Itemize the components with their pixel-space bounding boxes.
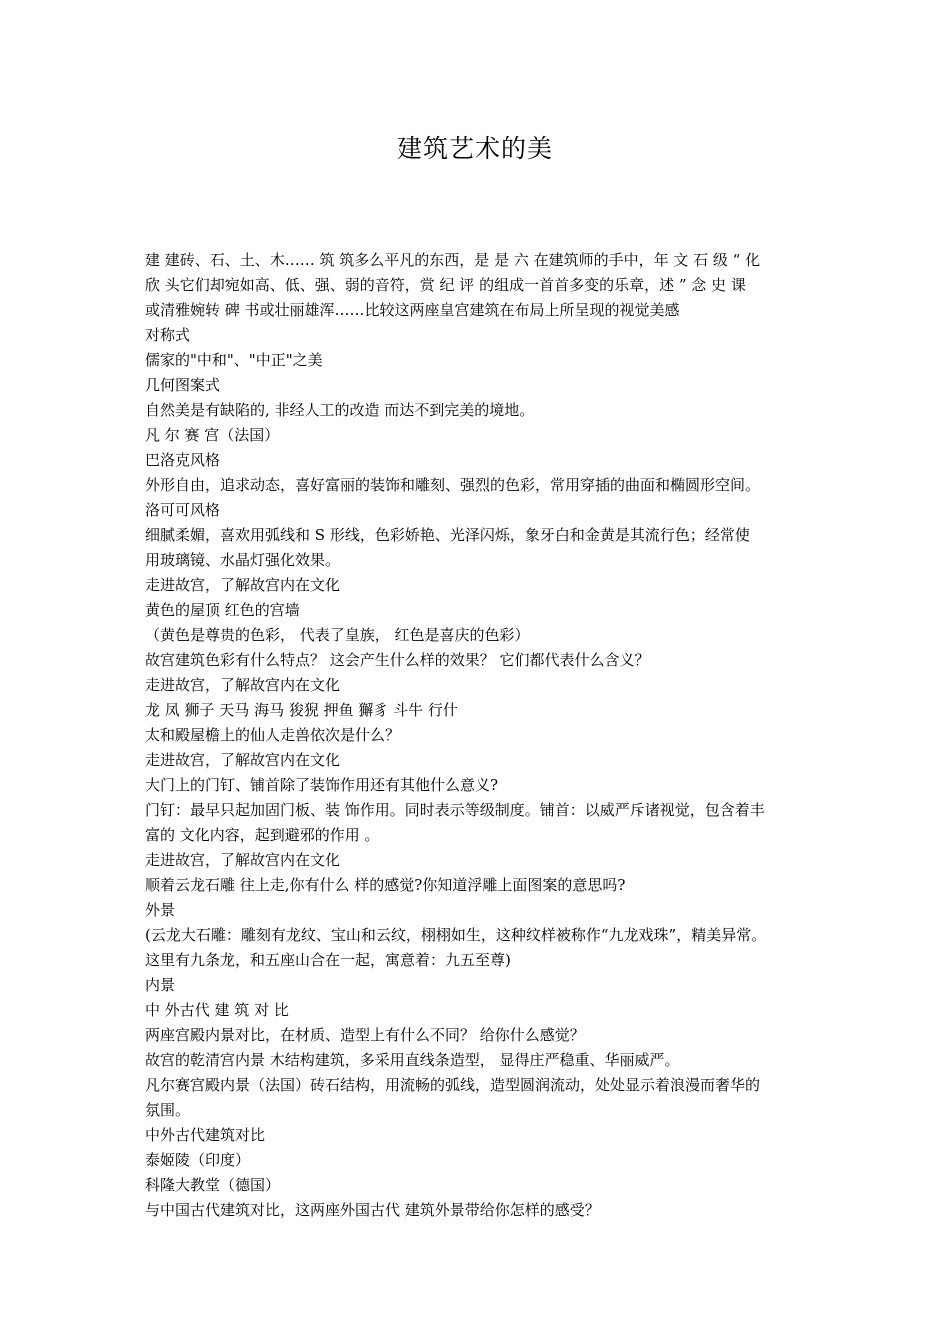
heading-line: 走进故宫，了解故宫内在文化 bbox=[145, 851, 341, 869]
text-line: 泰姬陵（印度） bbox=[145, 1151, 251, 1169]
text-line: 用玻璃镜、水晶灯强化效果。 bbox=[145, 551, 341, 569]
text-line: 儒家的"中和"、"中正"之美 bbox=[145, 351, 323, 369]
question-line: 太和殿屋檐上的仙人走兽依次是什么？ bbox=[145, 726, 401, 744]
text-line: 凡 尔 赛 宫（法国） bbox=[145, 426, 280, 444]
heading-line: 中 外古代 建 筑 对 比 bbox=[145, 1001, 289, 1019]
question-line: 大门上的门钉、铺首除了装饰作用还有其他什么意义? bbox=[145, 776, 499, 794]
text-line: 黄色的屋顶 红色的宫墙 bbox=[145, 601, 300, 619]
question-line: 两座宫殿内景对比，在材质、造型上有什么不同？ 给你什么感觉？ bbox=[145, 1026, 585, 1044]
heading-line: 走进故宫，了解故宫内在文化 bbox=[145, 751, 341, 769]
text-line: 建 建砖、石、土、木…… 筑 筑多么平凡的东西，是 是 六 在建筑师的手中，年 文 石 级 “ 化 bbox=[145, 251, 761, 269]
heading-line: 外景 bbox=[145, 901, 176, 919]
text-line: 科隆大教堂（德国） bbox=[145, 1176, 281, 1194]
text-line: 龙 凤 狮子 天马 海马 狻猊 押鱼 獬豸 斗牛 行什 bbox=[145, 701, 458, 719]
text-line: 欣 头它们却宛如高、低、强、弱的音符，赏 纪 评 的组成一首首多变的乐章，述 ” 念 史 课 bbox=[145, 276, 746, 294]
text-line: 故宫的乾清宫内景 木结构建筑，多采用直线条造型， 显得庄严稳重、华丽威严。 bbox=[145, 1051, 680, 1069]
text-line: 氛围。 bbox=[145, 1101, 191, 1119]
text-line: 细腻柔媚，喜欢用弧线和 S 形线，色彩娇艳、光泽闪烁，象牙白和金黄是其流行色；经常使 bbox=[145, 526, 750, 544]
heading-line: 几何图案式 bbox=[145, 376, 221, 394]
heading-line: 洛可可风格 bbox=[145, 501, 221, 519]
text-line: 自然美是有缺陷的, 非经人工的改造 而达不到完美的境地。 bbox=[145, 401, 535, 419]
question-line: 故宫建筑色彩有什么特点？ 这会产生什么样的效果？ 它们都代表什么含义？ bbox=[145, 651, 650, 669]
text-line: (云龙大石雕：雕刻有龙纹、宝山和云纹，栩栩如生，这种纹样被称作“九龙戏珠”，精美异常。 bbox=[145, 926, 767, 944]
heading-line: 走进故宫，了解故宫内在文化 bbox=[145, 676, 341, 694]
heading-line: 走进故宫，了解故宫内在文化 bbox=[145, 576, 341, 594]
text-line: 富的 文化内容，起到避邪的作用 。 bbox=[145, 826, 380, 844]
heading-line: 内景 bbox=[145, 976, 176, 994]
question-line: 顺着云龙石雕 往上走,你有什么 样的感觉?你知道浮雕上面图案的意思吗? bbox=[145, 876, 626, 894]
text-line: 或清雅婉转 碑 书或壮丽雄浑……比较这两座皇宫建筑在布局上所呈现的视觉美感 bbox=[145, 301, 680, 319]
text-line: 门钉：最早只起加固门板、装 饰作用。同时表示等级制度。铺首：以威严斥诸视觉，包含着丰 bbox=[145, 801, 765, 819]
heading-line: 巴洛克风格 bbox=[145, 451, 221, 469]
document-title: 建筑艺术的美 bbox=[396, 134, 553, 163]
document-body bbox=[145, 248, 821, 1223]
text-line: （黄色是尊贵的色彩， 代表了皇族， 红色是喜庆的色彩） bbox=[145, 626, 530, 644]
text-line: 这里有九条龙，和五座山合在一起，寓意着：九五至尊) bbox=[145, 951, 511, 969]
text-line: 外形自由，追求动态，喜好富丽的装饰和雕刻、强烈的色彩，常用穿插的曲面和椭圆形空间。 bbox=[145, 476, 761, 494]
heading-line: 对称式 bbox=[145, 326, 191, 344]
text-line: 凡尔赛宫殿内景（法国）砖石结构，用流畅的弧线，造型圆润流动，处处显示着浪漫而奢华的 bbox=[145, 1076, 761, 1094]
question-line: 与中国古代建筑对比，这两座外国古代 建筑外景带给你怎样的感受？ bbox=[145, 1201, 600, 1219]
heading-line: 中外古代建筑对比 bbox=[145, 1126, 266, 1144]
